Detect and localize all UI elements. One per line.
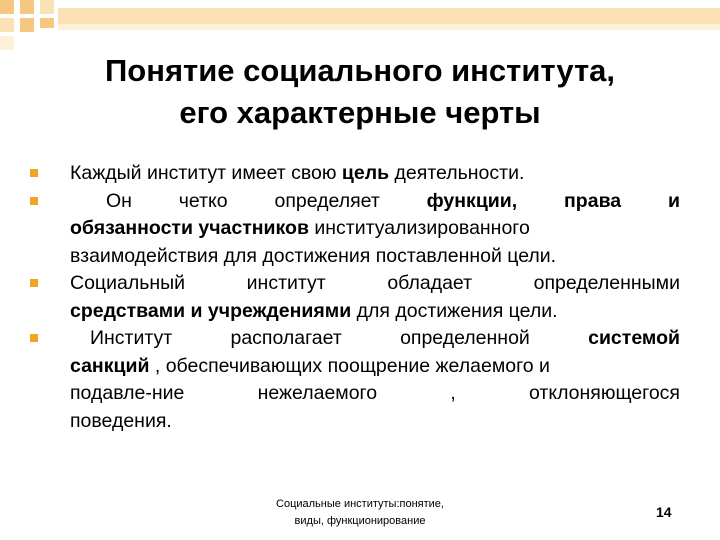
keyword: средствами и учреждениями	[70, 299, 352, 322]
item-line: Институт располагает определенной системой	[70, 325, 680, 353]
corner-decoration	[20, 18, 34, 32]
item-line: обязанности участников институализированного	[70, 217, 530, 239]
page-number: 14	[656, 504, 672, 520]
keyword: цель	[341, 162, 390, 184]
title-line-1: Понятие социального института,	[105, 53, 615, 88]
corner-decoration	[40, 0, 54, 14]
footer-line-1: Социальные институты:понятие,	[276, 498, 444, 510]
item-line: Каждый институт имеет свою цель деятельности.	[70, 162, 525, 184]
footer-line-2: виды, функционирование	[294, 515, 426, 527]
keyword: права	[564, 189, 622, 212]
list-item	[20, 325, 680, 435]
square-bullet-icon	[30, 279, 38, 287]
square-bullet-icon	[30, 197, 38, 205]
corner-decoration	[40, 18, 54, 28]
keyword: обязанности участников	[70, 217, 309, 239]
corner-decoration	[0, 18, 14, 32]
title-line-2: его характерные черты	[179, 95, 541, 130]
slide-title	[40, 50, 680, 134]
keyword: и	[667, 189, 680, 212]
item-line: взаимодействия для достижения поставленной цели.	[70, 244, 557, 267]
keyword: санкций	[70, 354, 150, 377]
top-bar-decoration	[58, 8, 720, 24]
list-item	[20, 270, 680, 325]
item-line: Социальный институт обладает определенными	[70, 272, 680, 294]
list-item	[20, 188, 680, 271]
slide-footer	[250, 496, 470, 530]
keyword: функции,	[426, 189, 518, 212]
corner-decoration	[0, 0, 14, 14]
item-line: Он четко определяет функции, права и	[70, 188, 680, 216]
square-bullet-icon	[30, 334, 38, 342]
corner-decoration	[0, 36, 14, 50]
top-bar-decoration	[58, 24, 720, 30]
item-line: подавле-ние нежелаемого , отклоняющегося	[70, 382, 680, 404]
keyword: системой	[588, 327, 680, 349]
item-line: поведения.	[70, 409, 172, 432]
list-item	[20, 160, 680, 188]
item-line: средствами и учреждениями для достижения цели.	[70, 299, 558, 322]
corner-decoration	[20, 0, 34, 14]
item-line: санкций , обеспечивающих поощрение желаемого и	[70, 354, 550, 377]
bullet-list	[20, 160, 680, 435]
square-bullet-icon	[30, 169, 38, 177]
